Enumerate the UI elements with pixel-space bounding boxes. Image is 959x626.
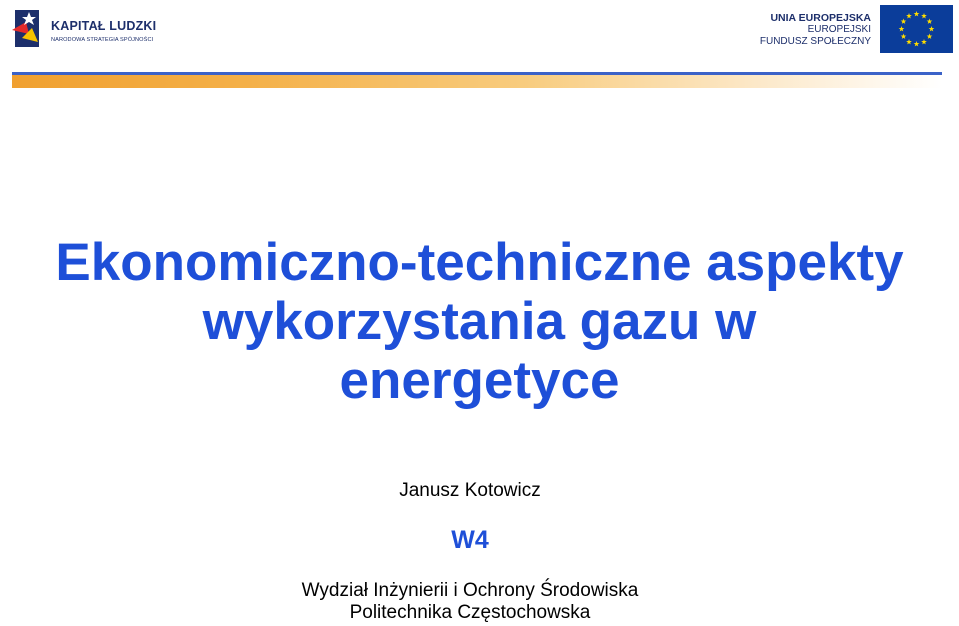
eu-line-social-fund: FUNDUSZ SPOŁECZNY [759,36,871,47]
kapital-ludzki-logo-icon [12,8,46,50]
slide-header [0,0,959,95]
eu-logo-text [760,12,871,48]
eu-line-union: UNIA EUROPEJSKA [770,12,871,24]
affiliation-line: Politechnika Częstochowska [349,602,591,623]
kapital-ludzki-logo [12,8,162,50]
eu-flag-icon [880,5,953,53]
lecture-code: W4 [451,526,489,554]
affiliation [0,580,940,624]
affiliation-line: Wydział Inżynierii i Ochrony Środowiska [301,580,639,601]
title-line: Ekonomiczno-techniczne aspekty [55,233,904,292]
author-name: Janusz Kotowicz [399,480,541,501]
header-orange-band [12,75,942,88]
title-line: energetyce [339,351,620,410]
slide-title [0,233,959,410]
eu-line-european: EUROPEJSKI [807,24,871,35]
kapital-ludzki-title: KAPITAŁ LUDZKI [51,19,157,33]
kapital-ludzki-subtitle: NARODOWA STRATEGIA SPÓJNOŚCI [51,37,154,43]
title-line: wykorzystania gazu w [202,292,757,351]
